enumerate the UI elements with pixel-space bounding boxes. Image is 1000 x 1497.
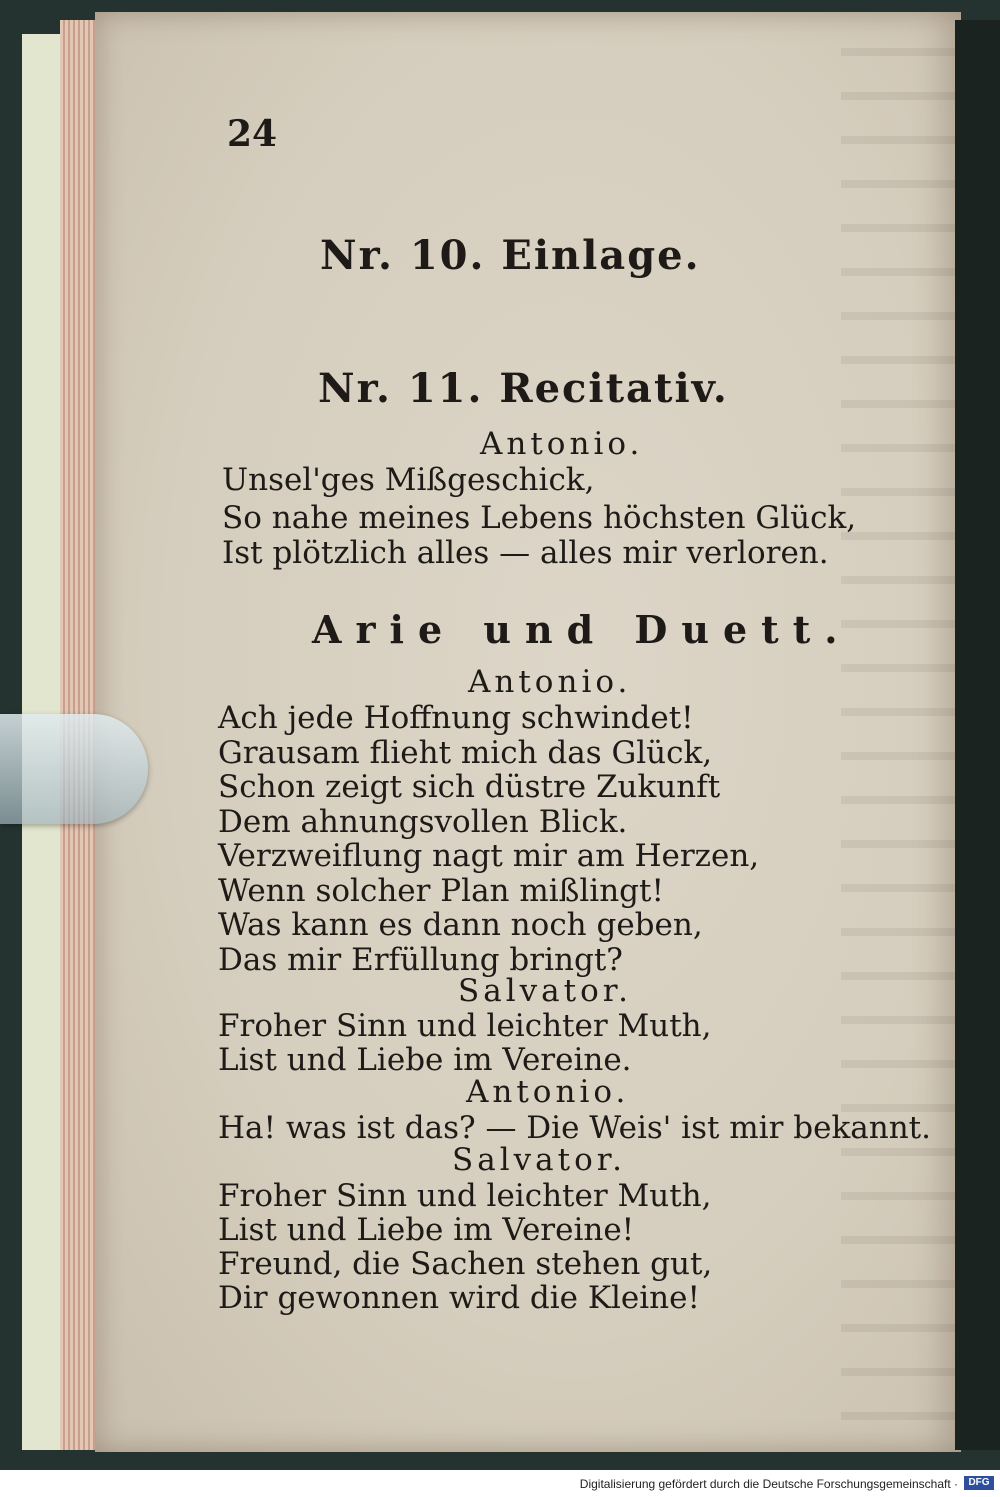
recitativ-line: So nahe meines Lebens höchsten Glück, xyxy=(222,500,857,536)
verse-line: Ha! was ist das? — Die Weis' ist mir bekannt. xyxy=(218,1110,931,1146)
verse-line: Freund, die Sachen stehen gut, xyxy=(218,1246,713,1282)
page-clip xyxy=(0,714,148,824)
verse-line: Verzweiflung nagt mir am Herzen, xyxy=(218,838,760,874)
verse-line: Froher Sinn und leichter Muth, xyxy=(218,1008,712,1044)
verse-line: List und Liebe im Vereine! xyxy=(218,1212,635,1248)
verse-line: Dir gewonnen wird die Kleine! xyxy=(218,1280,700,1316)
dfg-logo: DFG xyxy=(964,1476,994,1490)
speaker-antonio: Antonio. xyxy=(480,426,644,462)
heading-nr11: Nr. 11. Recitativ. xyxy=(318,365,729,412)
verse-line: Wenn solcher Plan mißlingt! xyxy=(218,873,664,909)
heading-nr10: Nr. 10. Einlage. xyxy=(320,232,701,279)
verse-line: Froher Sinn und leichter Muth, xyxy=(218,1178,712,1214)
verse-line: Grausam flieht mich das Glück, xyxy=(218,735,713,771)
verse-line: Dem ahnungsvollen Blick. xyxy=(218,804,628,840)
footer-bar xyxy=(0,1470,1000,1497)
footer-credit: Digitalisierung gefördert durch die Deutsche Forschungsgemeinschaft · xyxy=(579,1477,958,1491)
speaker-salvator: Salvator. xyxy=(458,973,633,1009)
verse-line: Das mir Erfüllung bringt? xyxy=(218,942,623,978)
speaker-salvator: Salvator. xyxy=(452,1142,627,1178)
speaker-antonio: Antonio. xyxy=(466,1074,630,1110)
speaker-antonio: Antonio. xyxy=(468,664,632,700)
scan-right-edge xyxy=(955,20,1000,1450)
heading-arie-duett: Arie und Duett. xyxy=(312,607,852,652)
verse-line: List und Liebe im Vereine. xyxy=(218,1042,632,1078)
verse-line: Ach jede Hoffnung schwindet! xyxy=(218,700,694,736)
show-through xyxy=(841,12,961,1452)
verse-line: Was kann es dann noch geben, xyxy=(218,907,703,943)
recitativ-line: Unsel'ges Mißgeschick, xyxy=(222,462,595,498)
recitativ-line: Ist plötzlich alles — alles mir verloren. xyxy=(222,535,829,571)
verse-line: Schon zeigt sich düstre Zukunft xyxy=(218,769,721,805)
page-number: 24 xyxy=(227,113,278,155)
